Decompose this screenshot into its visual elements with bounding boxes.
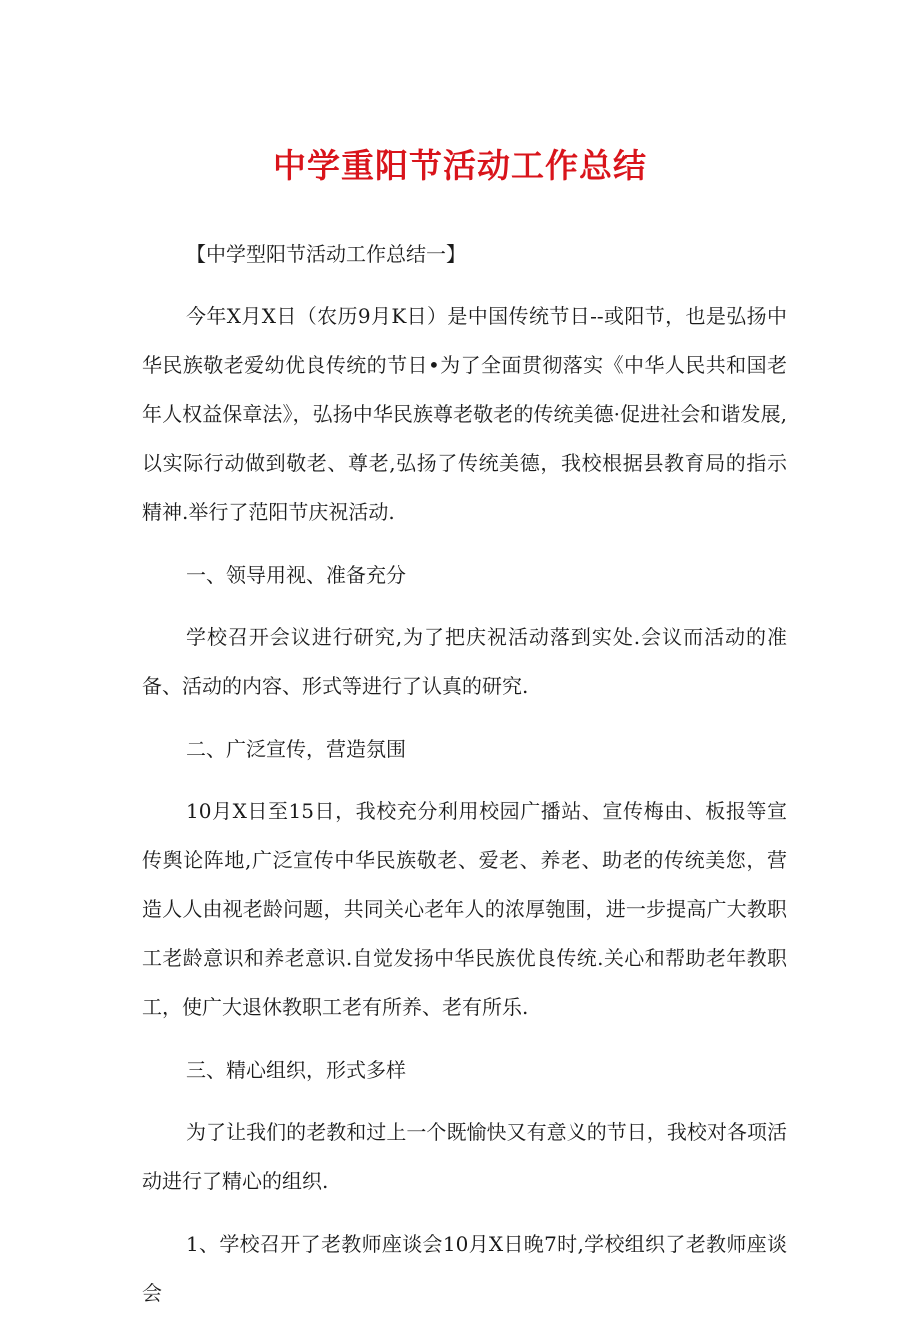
- heading-leadership: 一、领导用视、准备充分: [186, 563, 406, 587]
- heading-publicity: 二、广泛宣传，营造氛围: [186, 737, 406, 761]
- document-title: 中学重阳节活动工作总结: [273, 146, 647, 185]
- paragraph-item-1: 1、学校召开了老教师座谈会10月X日晚7时,学校组织了老教师座谈会: [142, 1232, 787, 1305]
- paragraph-organization: 为了让我们的老教和过上一个既愉快又有意义的节日，我校对各项活动进行了精心的组织.: [142, 1120, 787, 1193]
- heading-organization: 三、精心组织，形式多样: [186, 1058, 406, 1082]
- paragraph-publicity: 10月X日至15日，我校充分利用校园广播站、宣传梅由、板报等宣传舆论阵地,广泛宣传中华民族敬老、爱老、养老、助老的传统美您，营造人人由视老龄问题，共同关心老年人的浓厚匏围，进一步提高广大教职工老龄意识和养老意识.自觉发扬中华民族优良传统.关心和帮助老年教职工，使广大退休教职工老有所养、老有所乐.: [142, 799, 787, 1019]
- paragraph-intro: 今年X月X日（农历9月K日）是中国传统节日--或阳节，也是弘扬中华民族敬老爱幼优良传统的节日•为了全面贯彻落实《中华人民共和国老年人权益保章法》，弘扬中华民族尊老敬老的传统美德·促进社会和谐发展,以实际行动做到敬老、尊老,弘扬了传统美德，我校根据县教育局的指示精神.举行了范阳节庆祝活动.: [142, 304, 787, 524]
- section-label: 【中学型阳节活动工作总结一】: [186, 242, 466, 266]
- document-body: [142, 230, 787, 1332]
- paragraph-meeting: 学校召开会议进行研究,为了把庆祝活动落到实处.会议而活动的准备、活动的内容、形式等进行了认真的研究.: [142, 625, 787, 698]
